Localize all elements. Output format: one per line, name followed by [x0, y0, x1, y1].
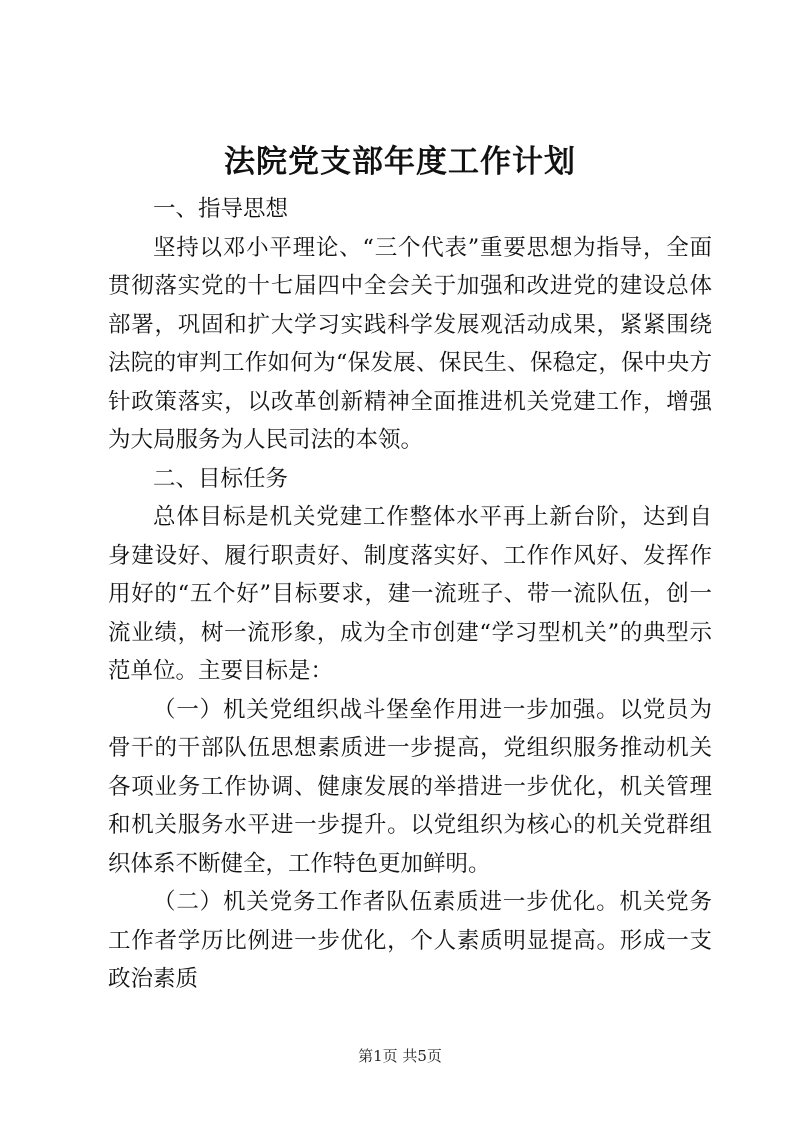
document-body — [108, 190, 712, 999]
document-title: 法院党支部年度工作计划 — [224, 144, 576, 180]
paragraph-overall-goal: 总体目标是机关党建工作整体水平再上新台阶，达到自身建设好、履行职责好、制度落实好、工作作风好、发挥作用好的“五个好”目标要求，建一流班子、带一流队伍，创一流业绩，树一流形象，成为全市创建“学习型机关”的典型示范单位。主要目标是： — [108, 504, 712, 684]
page-number-footer: 第1页 共5页 — [358, 1047, 442, 1065]
section-heading-goals-tasks: 二、目标任务 — [153, 465, 289, 492]
paragraph-guiding-ideology: 坚持以邓小平理论、“三个代表”重要思想为指导，全面贯彻落实党的十七届四中全会关于加强和改进党的建设总体部署，巩固和扩大学习实践科学发展观活动成果，紧紧围绕法院的审判工作如何为“保发展、保民生、保稳定，保中央方针政策落实，以改革创新精神全面推进机关党建工作，增强为大局服务为人民司法的本领。 — [108, 234, 712, 453]
paragraph-goal-two: （二）机关党务工作者队伍素质进一步优化。机关党务工作者学历比例进一步优化，个人素质明显提高。形成一支政治素质 — [108, 889, 712, 992]
section-heading-guiding-ideology: 一、指导思想 — [153, 196, 289, 222]
paragraph-goal-one: （一）机关党组织战斗堡垒作用进一步加强。以党员为骨干的干部队伍思想素质进一步提高，党组织服务推动机关各项业务工作协调、健康发展的举措进一步优化，机关管理和机关服务水平进一步提升。以党组织为核心的机关党群组织体系不断健全，工作特色更加鲜明。 — [108, 696, 712, 877]
